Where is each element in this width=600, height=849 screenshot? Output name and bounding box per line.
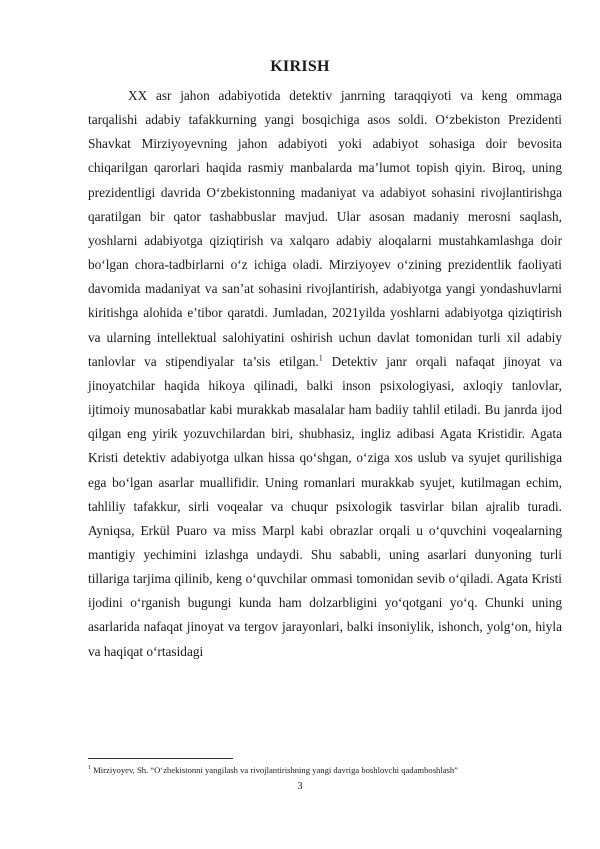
footnote-mark: 1 bbox=[88, 765, 91, 772]
main-paragraph bbox=[88, 84, 562, 664]
paragraph-text-part-2: Detektiv janr orqali nafaqat jinoyat va jinoyatchilar haqida hikoya qilinadi, balki inson psixologiyasi, axloqiy tanlovlar, ijtimoiy munosabatlar kabi murakkab masalalar ham badiiy tahlil etiladi. Bu janrda ijod qilgan eng yirik yozuvchilardan biri, shubhasiz, ingliz adibasi Agata Kristidir. Agata Kristi detektiv adabiyotga ulkan hissa qo‘shgan, o‘ziga xos uslub va syujet qurilishiga ega bo‘lgan asarlar muallifidir. Uning romanlari murakkab syujet, kutilmagan echim, tahliliy tafakkur, sirli voqealar va chuqur psixologik tasvirlar bilan ajralib turadi. Ayniqsa, Erkül Puaro va miss Marpl kabi obrazlar orqali u o‘quvchini voqealarning mantigiy yechimini izlashga undaydi. Shu sababli, uning asarlari dunyoning turli tillariga tarjima qilinib, keng o‘quvchilar ommasi tomonidan sevib o‘qiladi. Agata Kristi ijodini o‘rganish bugungi kunda ham dolzarbligini yo‘qotgani yo‘q. Chunki uning asarlarida nafaqat jinoyat va tergov jarayonlari, balki insoniylik, ishonch, yolg‘on, hiyla va haqiqat o‘rtasidagi bbox=[88, 353, 562, 659]
page-number: 3 bbox=[297, 781, 303, 792]
section-title: KIRISH bbox=[270, 58, 330, 75]
footnote-text: Mirziyoyev, Sh. “O‘zbekistonni yangilash va rivojlantirishning yangi davriga boshlovchi qadamboshlash” bbox=[91, 765, 458, 775]
body-text bbox=[88, 84, 562, 664]
footnote-reference[interactable]: 1 bbox=[318, 353, 323, 363]
paragraph-text-part-1: XX asr jahon adabiyotida detektiv janrning taraqqiyoti va keng ommaga tarqalishi adabiy tafakkurning yangi bosqichiga asos soldi. O‘zbekiston Prezidenti Shavkat Mirziyoyevning jahon adabiyoti yoki adabiyot sohasiga doir bevosita chiqarilgan qarorlari haqida rasmiy manbalarda ma’lumot topish qiyin. Biroq, uning prezidentligi davrida O‘zbekistonning madaniyat va adabiyot sohasini rivojlantirishga qaratilgan bir qator tashabbuslar mavjud. Ular asosan madaniy merosni saqlash, yoshlarni adabiyotga qiziqtirish va xalqaro adabiy aloqalarni mustahkamlashga doir bo‘lgan chora-tadbirlarni o‘z ichiga oladi. Mirziyoyev o‘zining prezidentlik faoliyati davomida madaniyat va san’at sohasini rivojlantirish, adabiyotga yangi yondashuvlarni kiritishga alohida e’tibor qaratdi. Jumladan, 2021yilda yoshlarni adabiyotga qiziqtirish va ularning intellektual salohiyatini oshirish uchun davlat tomonidan turli xil adabiy tanlovlar va stipendiyalar ta’sis etilgan. bbox=[88, 88, 562, 369]
footnote bbox=[88, 765, 564, 776]
footnote-separator bbox=[88, 758, 233, 759]
